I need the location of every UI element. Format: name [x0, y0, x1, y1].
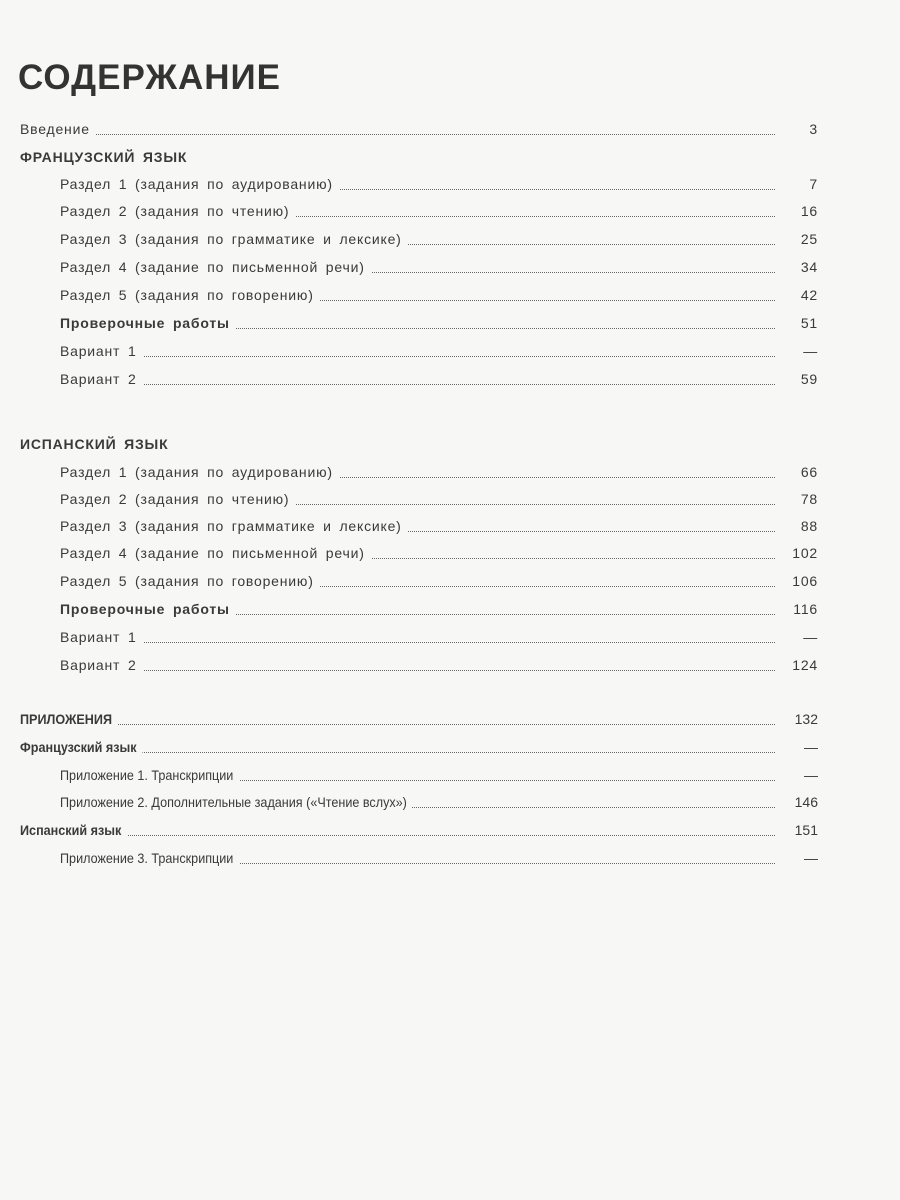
toc-entry-page: — [803, 343, 818, 359]
toc-entry-label: Раздел 4 (задание по письменной речи) [60, 545, 371, 561]
toc-entry [0, 343, 900, 365]
toc-entry [0, 822, 900, 844]
toc-entry-label: ПРИЛОЖЕНИЯ [20, 711, 117, 727]
toc-entry-label: Вариант 1 [60, 629, 143, 645]
toc-entry-label: Введение [20, 121, 96, 137]
toc-entry-label: Проверочные работы [60, 315, 236, 331]
dot-leader [20, 835, 775, 836]
toc-entry-page: 25 [800, 231, 818, 247]
toc-entry-page: 146 [794, 794, 818, 810]
toc-entry-page: — [803, 629, 818, 645]
toc-entry-page: 116 [793, 601, 818, 617]
dot-leader [20, 134, 775, 135]
dot-leader [20, 724, 775, 725]
toc-entry [0, 794, 900, 816]
toc-entry [0, 121, 900, 143]
toc-entry-label: Раздел 3 (задания по грамматике и лексике) [60, 231, 408, 247]
toc-entry [0, 518, 900, 540]
toc-entry [0, 629, 900, 651]
toc-entry [0, 850, 900, 872]
toc-entry [0, 436, 900, 458]
toc-entry [0, 149, 900, 171]
toc-entry [0, 739, 900, 761]
toc-entry-page: — [804, 850, 818, 866]
toc-entry-page: 78 [800, 491, 818, 507]
toc-entry-page: 151 [794, 822, 818, 838]
toc-entry [0, 711, 900, 733]
toc-entry-label: Испанский язык [20, 822, 127, 838]
toc-entry [0, 545, 900, 567]
toc-entry-page: — [804, 767, 818, 783]
toc-entry-label: Приложение 2. Дополнительные задания («Чтение вслух») [60, 794, 412, 810]
toc-entry-label: Раздел 4 (задание по письменной речи) [60, 259, 371, 275]
toc-entry-label: Раздел 5 (задания по говорению) [60, 573, 320, 589]
toc-entry-page: 51 [800, 315, 818, 331]
toc-entry-label: ИСПАНСКИЙ ЯЗЫК [20, 436, 174, 452]
dot-leader [60, 670, 775, 671]
toc-entry-page: 124 [792, 657, 818, 673]
toc-entry [0, 464, 900, 486]
toc-entry-page: — [804, 739, 818, 755]
toc-entry [0, 176, 900, 198]
toc-entry-page: 59 [800, 371, 818, 387]
toc-entry [0, 767, 900, 789]
toc-entry-label: Раздел 5 (задания по говорению) [60, 287, 320, 303]
toc-entry-page: 42 [800, 287, 818, 303]
page-title: СОДЕРЖАНИЕ [18, 58, 282, 97]
toc-entry-label: ФРАНЦУЗСКИЙ ЯЗЫК [20, 149, 193, 165]
toc-entry [0, 657, 900, 679]
toc-entry-page: 66 [800, 464, 818, 480]
toc-entry [0, 315, 900, 337]
toc-entry-label: Вариант 1 [60, 343, 143, 359]
toc-entry-label: Раздел 1 (задания по аудированию) [60, 176, 339, 192]
toc-entry-page: 34 [800, 259, 818, 275]
toc-entry [0, 601, 900, 623]
toc-entry-label: Приложение 1. Транскрипции [60, 767, 239, 783]
toc-entry-page: 16 [800, 203, 818, 219]
toc-entry [0, 573, 900, 595]
toc-entry-label: Приложение 3. Транскрипции [60, 850, 239, 866]
toc-entry-label: Французский язык [20, 739, 142, 755]
toc-entry-label: Раздел 2 (задания по чтению) [60, 203, 295, 219]
toc-entry-label: Вариант 2 [60, 657, 143, 673]
toc-entry-page: 7 [809, 176, 818, 192]
toc-entry [0, 491, 900, 513]
dot-leader [60, 384, 775, 385]
toc-entry [0, 203, 900, 225]
toc-entry [0, 371, 900, 393]
toc-entry-label: Вариант 2 [60, 371, 143, 387]
toc-entry-page: 132 [794, 711, 818, 727]
toc-entry-label: Раздел 1 (задания по аудированию) [60, 464, 339, 480]
toc-entry-label: Проверочные работы [60, 601, 236, 617]
toc-entry [0, 287, 900, 309]
toc-entry-label: Раздел 2 (задания по чтению) [60, 491, 295, 507]
toc-entry-page: 102 [792, 545, 818, 561]
dot-leader [60, 642, 775, 643]
toc-entry-page: 106 [792, 573, 818, 589]
toc-entry [0, 231, 900, 253]
toc-entry [0, 259, 900, 281]
toc-entry-page: 88 [800, 518, 818, 534]
toc-entry-label: Раздел 3 (задания по грамматике и лексике) [60, 518, 408, 534]
toc-entry-page: 3 [809, 121, 818, 137]
dot-leader [60, 356, 775, 357]
